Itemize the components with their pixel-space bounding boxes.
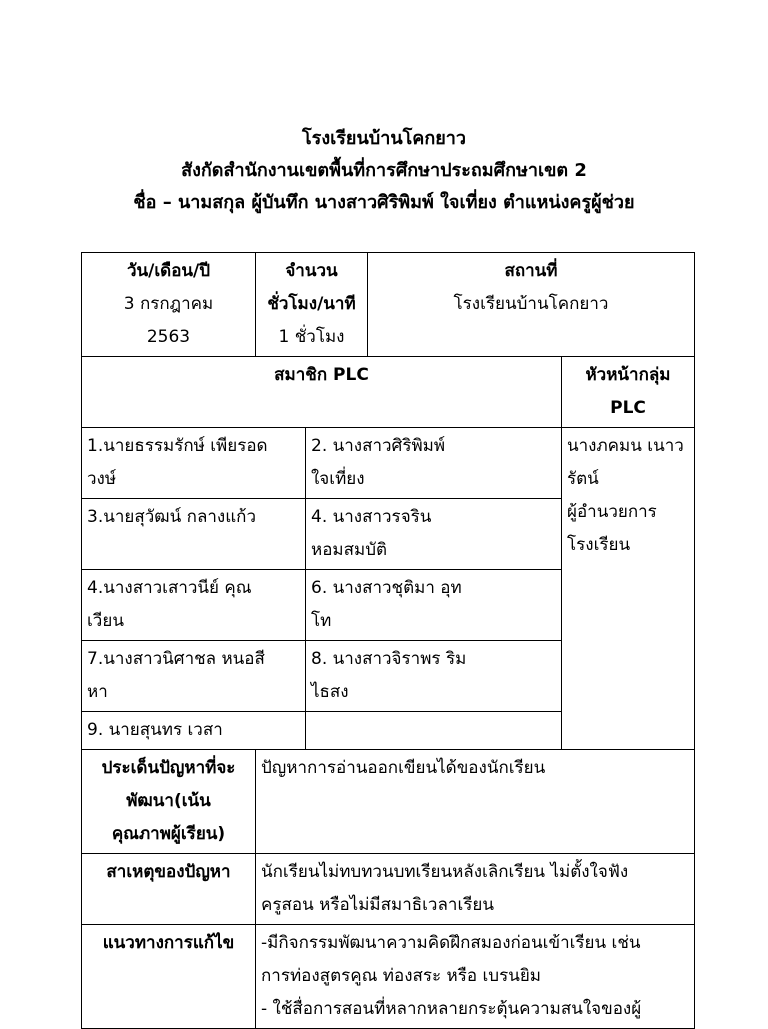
cause-row — [82, 854, 695, 925]
cause-value-2: ครูสอน หรือไม่มีสมาธิเวลาเรียน — [261, 895, 494, 915]
member-cell — [82, 570, 306, 641]
member-name: 4. นางสาวรจริน — [311, 507, 432, 527]
solution-label: แนวทางการแก้ไข — [82, 925, 256, 1029]
issue-label-1: ประเด็นปัญหาที่จะ — [101, 758, 236, 778]
solution-value-2: การท่องสูตรคูณ ท่องสระ หรือ เบรนยิม — [261, 966, 542, 986]
member-name: 9. นายสุนทร เวสา — [87, 720, 223, 740]
date-value-1: 3 กรกฎาคม — [123, 294, 214, 314]
document-header — [0, 123, 768, 219]
solution-row — [82, 925, 695, 1029]
member-name-cont: ไธสง — [311, 682, 349, 702]
member-name: 6. นางสาวชุติมา อุท — [311, 578, 462, 598]
member-name-cont: เวียน — [87, 611, 124, 631]
solution-value-1: -มีกิจกรรมพัฒนาความคิดฝึกสมองก่อนเข้าเรียน เช่น — [261, 933, 641, 953]
member-name: 2. นางสาวศิริพิมพ์ — [311, 436, 446, 456]
member-name-cont: วงษ์ — [87, 469, 117, 489]
leader-label: หัวหน้ากลุ่ม PLC — [562, 357, 695, 428]
date-label: วัน/เดือน/ปี — [126, 261, 211, 281]
member-cell — [82, 712, 306, 750]
member-cell — [306, 499, 562, 570]
hours-label-1: จำนวน — [285, 261, 338, 281]
member-name-cont: โท — [311, 611, 332, 631]
affiliation: สังกัดสำนักงานเขตพื้นที่การศึกษาประถมศึกษาเขต 2 — [181, 160, 587, 181]
issue-label-2: พัฒนา(เน้น — [126, 791, 211, 811]
date-cell — [82, 253, 256, 357]
cause-value-1: นักเรียนไม่ทบทวนบทเรียนหลังเลิกเรียน ไม่ตั้งใจฟัง — [261, 862, 629, 882]
issue-row — [82, 750, 695, 854]
info-row — [82, 253, 695, 357]
leader-name: นางภคมน เนาวรัตน์ — [567, 436, 684, 489]
cause-value-cell — [256, 854, 695, 925]
member-cell — [306, 641, 562, 712]
member-name: 7.นางสาวนิศาชล หนอสี — [87, 649, 265, 669]
solution-value-cell — [256, 925, 695, 1029]
member-row — [82, 428, 695, 499]
member-cell — [82, 428, 306, 499]
member-name-cont: หา — [87, 682, 108, 702]
hours-cell — [256, 253, 368, 357]
solution-value-3: - ใช้สื่อการสอนที่หลากหลายกระตุ้นความสนใจของผู้ — [261, 999, 642, 1019]
member-name-cont: หอมสมบัติ — [311, 540, 388, 560]
member-cell — [82, 641, 306, 712]
place-value: โรงเรียนบ้านโคกยาว — [453, 294, 609, 314]
member-name: 3.นายสุวัฒน์ กลางแก้ว — [87, 507, 257, 527]
hours-value: 1 ชั่วโมง — [278, 327, 345, 347]
member-name: 8. นางสาวจิราพร ริม — [311, 649, 467, 669]
member-name: 1.นายธรรมรักษ์ เพียรอด — [87, 436, 268, 456]
issue-label-cell — [82, 750, 256, 854]
member-cell — [306, 570, 562, 641]
issue-value: ปัญหาการอ่านออกเขียนได้ของนักเรียน — [261, 758, 546, 778]
date-value-2: 2563 — [146, 327, 191, 347]
issue-value-cell — [256, 750, 695, 854]
member-cell-empty — [306, 712, 562, 750]
members-label: สมาชิก PLC — [82, 357, 562, 428]
leader-cell — [562, 428, 695, 750]
plc-header-row — [82, 357, 695, 428]
hours-label-2: ชั่วโมง/นาที — [267, 294, 356, 314]
leader-position: ผู้อำนวยการโรงเรียน — [567, 502, 657, 555]
recorder-line: ชื่อ – นามสกุล ผู้บันทึก นางสาวศิริพิมพ์ ใจเที่ยง ตำแหน่งครูผู้ช่วย — [133, 192, 635, 213]
cause-label: สาเหตุของปัญหา — [82, 854, 256, 925]
issue-label-3: คุณภาพผู้เรียน) — [111, 824, 226, 844]
plc-record-table — [81, 252, 695, 1029]
member-name: 4.นางสาวเสาวนีย์ คุณ — [87, 578, 252, 598]
place-label: สถานที่ — [504, 261, 558, 281]
member-name-cont: ใจเที่ยง — [311, 469, 365, 489]
member-cell — [306, 428, 562, 499]
member-cell — [82, 499, 306, 570]
school-name: โรงเรียนบ้านโคกยาว — [301, 128, 466, 149]
place-cell — [368, 253, 695, 357]
